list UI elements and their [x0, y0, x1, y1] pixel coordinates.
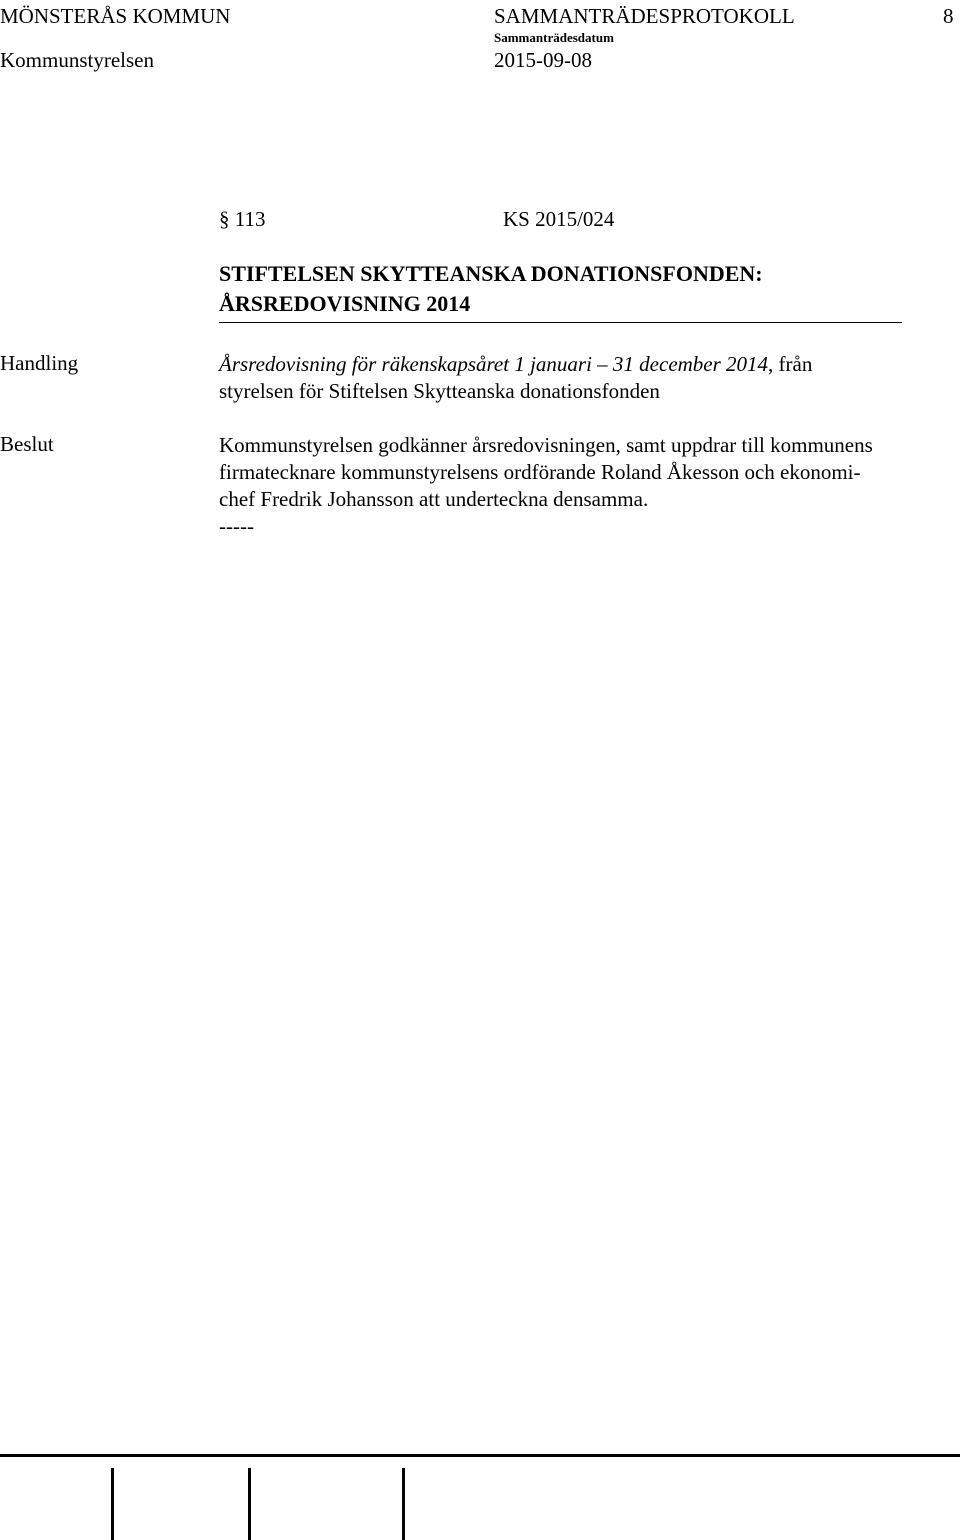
section-title-line-1: STIFTELSEN SKYTTEANSKA DONATIONSFONDEN:	[219, 261, 763, 286]
beslut-label: Beslut	[0, 432, 54, 456]
page-number: 8	[943, 4, 954, 28]
signature-box-divider	[402, 1468, 405, 1540]
diary-number: KS 2015/024	[503, 207, 615, 231]
handling-text	[219, 351, 812, 405]
section-title-line-2: ÅRSREDOVISNING 2014	[219, 291, 471, 316]
document-type: SAMMANTRÄDESPROTOKOLL	[494, 4, 795, 28]
meeting-date-label: Sammanträdesdatum	[494, 30, 614, 45]
beslut-separator: -----	[219, 514, 254, 538]
handling-line-1	[219, 351, 812, 378]
beslut-line-1: Kommunstyrelsen godkänner årsredovisningen, samt uppdrar till kommunens	[219, 433, 873, 457]
beslut-line-2: firmatecknare kommunstyrelsens ordförande Roland Åkesson och ekonomi-	[219, 460, 861, 484]
title-underline	[219, 322, 902, 323]
handling-line-2: styrelsen för Stiftelsen Skytteanska donationsfonden	[219, 379, 660, 403]
beslut-line-3: chef Fredrik Johansson att underteckna densamma.	[219, 487, 649, 511]
handling-document-title: Årsredovisning för räkenskapsåret 1 januari – 31 december 2014	[219, 352, 769, 376]
signature-box-divider	[111, 1468, 114, 1540]
paragraph-number: § 113	[219, 207, 266, 231]
meeting-date: 2015-09-08	[494, 48, 592, 72]
signature-rule	[0, 1454, 960, 1457]
committee-name: Kommunstyrelsen	[0, 48, 154, 72]
signature-box-divider	[248, 1468, 251, 1540]
handling-line-1-rest: , från	[768, 352, 813, 376]
section-title	[219, 259, 763, 319]
municipality-name: MÖNSTERÅS KOMMUN	[0, 4, 231, 28]
handling-label: Handling	[0, 351, 79, 375]
beslut-text	[219, 432, 873, 540]
